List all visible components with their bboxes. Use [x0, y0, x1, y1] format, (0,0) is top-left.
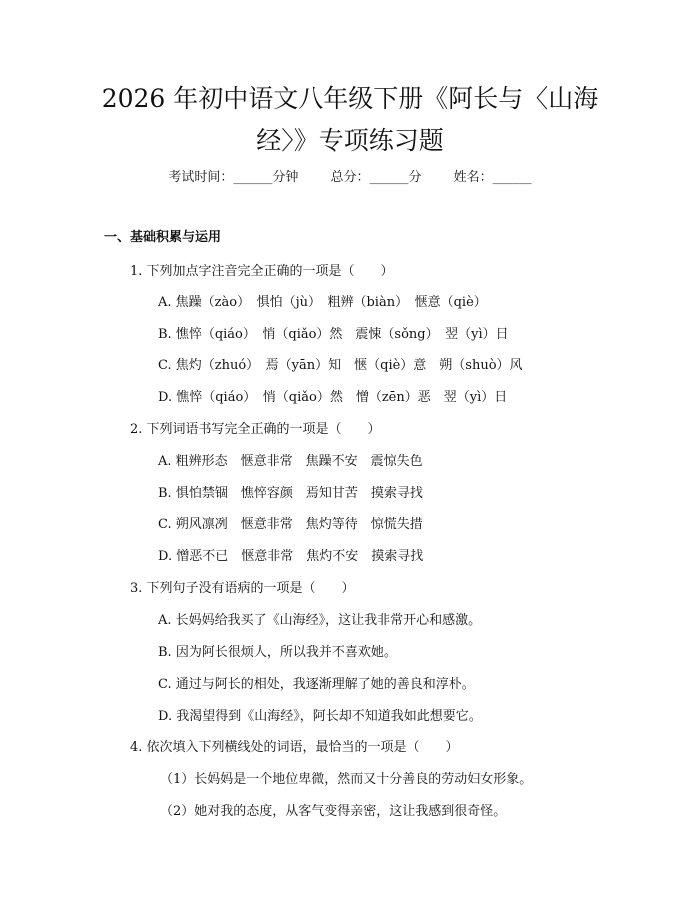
student-name-field: 姓名：______: [453, 170, 532, 185]
question-4-sentence-1: （1）长妈妈是一个地位卑微，然而又十分善良的劳动妇女形象。: [160, 772, 533, 787]
question-3-option-a: A. 长妈妈给我买了《山海经》，这让我非常开心和感激。: [158, 613, 482, 628]
question-2-option-c: C. 朔风凛冽 惬意非常 焦灼等待 惊慌失措: [158, 517, 423, 532]
title-line-1: 2026 年初中语文八年级下册《阿长与〈山海: [101, 84, 599, 113]
section-heading: 一、基础积累与运用: [104, 230, 222, 245]
question-1-option-c: C. 焦灼（zhuó） 焉（yān）知 惬（qiè）意 朔（shuò）风: [158, 358, 523, 373]
exam-time-field: 考试时间：______分钟: [168, 170, 299, 185]
question-2-option-b: B. 惧怕禁锢 憔悴容颜 焉知甘苦 摸索寻找: [158, 486, 423, 501]
question-3-option-c: C. 通过与阿长的相处，我逐渐理解了她的善良和淳朴。: [158, 677, 475, 692]
page-title: [70, 78, 630, 162]
question-3-stem: 3. 下列句子没有语病的一项是（ ）: [130, 581, 355, 596]
question-2-stem: 2. 下列词语书写完全正确的一项是（ ）: [130, 422, 381, 437]
question-1-option-b: B. 憔悴（qiáo） 悄（qiǎo）然 震悚（sǒng） 翌（yì）日: [158, 327, 509, 342]
question-4-stem: 4. 依次填入下列横线处的词语，最恰当的一项是（ ）: [130, 740, 459, 755]
question-4-sentence-2: （2）她对我的态度，从客气变得亲密，这让我感到很奇怪。: [160, 804, 507, 819]
question-1-option-a: A. 焦躁（zào） 惧怕（jù） 粗辨（biàn） 惬意（qiè）: [158, 295, 487, 310]
question-3-option-b: B. 因为阿长很烦人，所以我并不喜欢她。: [158, 645, 397, 660]
question-2-option-d: D. 憎恶不已 惬意非常 焦灼不安 摸索寻找: [158, 549, 424, 564]
exam-info-row: [0, 168, 700, 188]
question-1-option-d: D. 憔悴（qiáo） 悄（qiǎo）然 憎（zēn）恶 翌（yì）日: [158, 390, 508, 405]
title-line-2: 经〉》专项练习题: [256, 126, 444, 155]
total-score-field: 总分：______分: [330, 170, 422, 185]
question-2-option-a: A. 粗辨形态 惬意非常 焦躁不安 震惊失色: [158, 454, 423, 469]
question-3-option-d: D. 我渴望得到《山海经》，阿长却不知道我如此想要它。: [158, 709, 482, 724]
question-1-stem: 1. 下列加点字注音完全正确的一项是（ ）: [130, 264, 394, 279]
